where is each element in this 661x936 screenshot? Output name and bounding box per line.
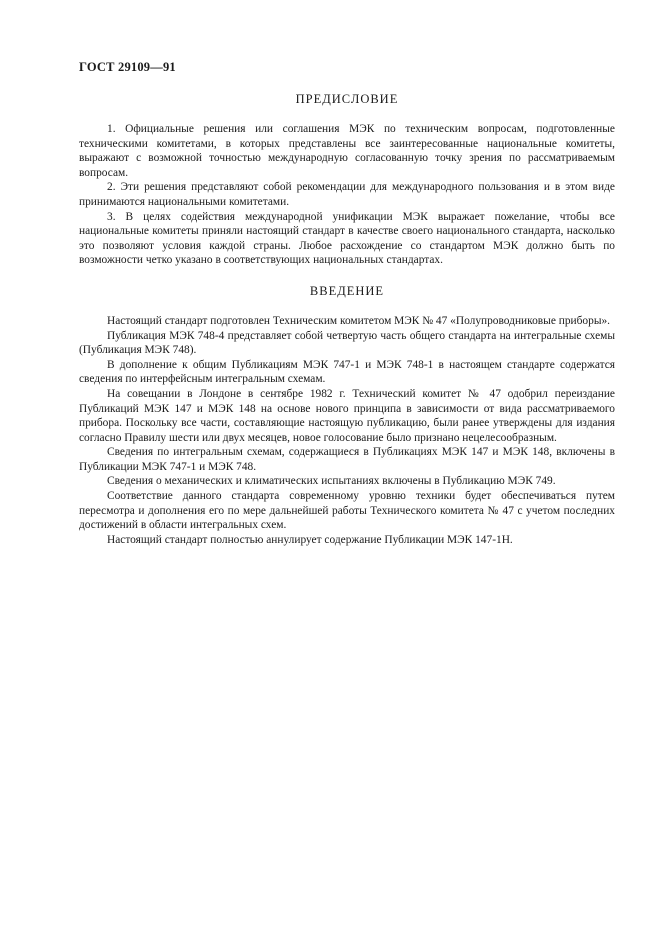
introduction-section xyxy=(79,314,615,548)
introduction-paragraph-2: Публикация МЭК 748-4 представляет собой четвертую часть общего стандарта на интегральные схемы (Публикация МЭК 748). xyxy=(79,329,615,357)
introduction-paragraph-5: Сведения по интегральным схемам, содержащиеся в Публикациях МЭК 147 и МЭК 148, включены в Публикации МЭК 747-1 и МЭК 748. xyxy=(79,446,615,473)
document-code: ГОСТ 29109—91 xyxy=(79,60,176,74)
document-body xyxy=(79,92,615,547)
introduction-paragraph-8: Настоящий стандарт полностью аннулирует содержание Публикации МЭК 147-1Н. xyxy=(107,533,513,546)
foreword-paragraph-1: 1. Официальные решения или соглашения МЭК по техническим вопросам, подготовленные техническими комитетами, в которых представлены все заинтересованные национальные комитеты, выражают с возможной точностью международную согласованную точку зрения по рассматриваемым вопросам. xyxy=(79,123,615,179)
introduction-paragraph-6: Сведения о механических и климатических испытаниях включены в Публикацию МЭК 749. xyxy=(107,475,556,488)
introduction-paragraph-7: Соответствие данного стандарта современному уровню техники будет обеспечиваться путем пересмотра и дополнения его по мере дальнейшей работы Технического комитета № 47 с учетом последних достижений в области интегральных схем. xyxy=(79,490,615,532)
foreword-paragraph-3: 3. В целях содействия международной унификации МЭК выражает пожелание, чтобы все национальные комитеты приняли настоящий стандарт в качестве своего национального стандарта, насколько это позволяют условия каждой страны. Любое расхождение со стандартом МЭК должно быть по возможности четко указано в соответствующих национальных стандартах. xyxy=(79,210,615,267)
introduction-paragraph-1: Настоящий стандарт подготовлен Техническим комитетом МЭК № 47 «Полупроводниковые приборы». xyxy=(107,314,611,327)
introduction-paragraph-3: В дополнение к общим Публикациям МЭК 747-1 и МЭК 748-1 в настоящем стандарте содержатся сведения по интерфейсным интегральным схемам. xyxy=(79,358,615,386)
introduction-paragraph-4: На совещании в Лондоне в сентябре 1982 г. Технический комитет № 47 одобрил переиздание Публикаций МЭК 147 и МЭК 148 на основе нового принципа в зависимости от вида рассматриваемого прибора. Поскольку все части, составляющие настоящую публикацию, были ранее утверждены для издания согласно Правилу шести или двух месяцев, новое голосование было признано нецелесообразным. xyxy=(79,387,615,444)
foreword-section xyxy=(79,122,615,268)
foreword-title: ПРЕДИСЛОВИЕ xyxy=(295,92,399,106)
introduction-title: ВВЕДЕНИЕ xyxy=(309,283,385,298)
foreword-paragraph-2: 2. Эти решения представляют собой рекомендации для международного пользования и в этом виде принимаются национальными комитетами. xyxy=(79,181,615,208)
